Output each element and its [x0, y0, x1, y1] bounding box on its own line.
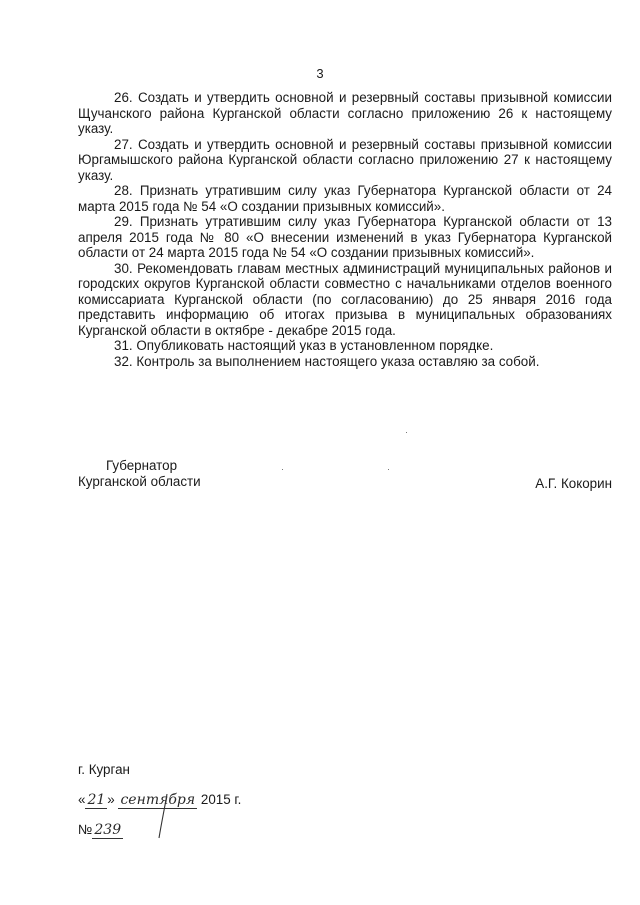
- paragraph-29: 29. Признать утратившим силу указ Губернатора Курганской области от 13 апреля 2015 года № 80 «О внесении изменений в указ Губернатора Курганской области от 24 марта 2015 года № 54 «О создании призывных комиссий».: [78, 214, 612, 260]
- number-prefix: №: [78, 822, 93, 837]
- signature-name: А.Г. Кокорин: [535, 476, 612, 491]
- signature-title: [78, 458, 201, 490]
- scan-speck: [282, 469, 283, 470]
- decree-number: [78, 822, 123, 838]
- date-close-quote: »: [107, 792, 115, 807]
- page-number: 3: [316, 66, 324, 81]
- paragraph-32: 32. Контроль за выполнением настоящего указа оставляю за собой.: [114, 353, 540, 369]
- date-month-handwritten: сентября: [120, 792, 196, 808]
- decree-body: [78, 90, 612, 369]
- issue-place: г. Курган: [78, 762, 130, 777]
- number-handwritten: 239: [94, 822, 122, 838]
- date-day-handwritten: 21: [87, 792, 106, 808]
- date-year: 2015 г.: [200, 792, 242, 807]
- signature-title-line1: Губернатор: [106, 458, 178, 473]
- paragraph-31: 31. Опубликовать настоящий указ в установленном порядке.: [114, 338, 494, 353]
- paragraph-27: 27. Создать и утвердить основной и резервный составы призывной комиссии Юргамышского района Курганской области согласно приложению 27 к настоящему указу.: [78, 136, 612, 183]
- scan-speck: [388, 469, 389, 470]
- date-open-quote: «: [78, 792, 86, 807]
- paragraph-28: 28. Признать утратившим силу указ Губернатора Курганской области от 24 марта 2015 года № 54 «О создании призывных комиссий».: [78, 183, 612, 214]
- scan-speck: [406, 432, 407, 433]
- paragraph-30: 30. Рекомендовать главам местных администраций муниципальных районов и городских округов Курганской области совместно с начальниками отделов военного комиссариата Курганской области (по согласованию) до 25 января 2016 года представить информацию об итогах призыва в муниципальных образованиях Курганской области в октябре - декабре 2015 года.: [78, 260, 612, 338]
- paragraph-26: 26. Создать и утвердить основной и резервный составы призывной комиссии Щучанского района Курганской области согласно приложению 26 к настоящему указу.: [78, 90, 612, 136]
- handwritten-stroke-mark: [156, 792, 170, 840]
- signature-title-line2: Курганской области: [78, 474, 201, 489]
